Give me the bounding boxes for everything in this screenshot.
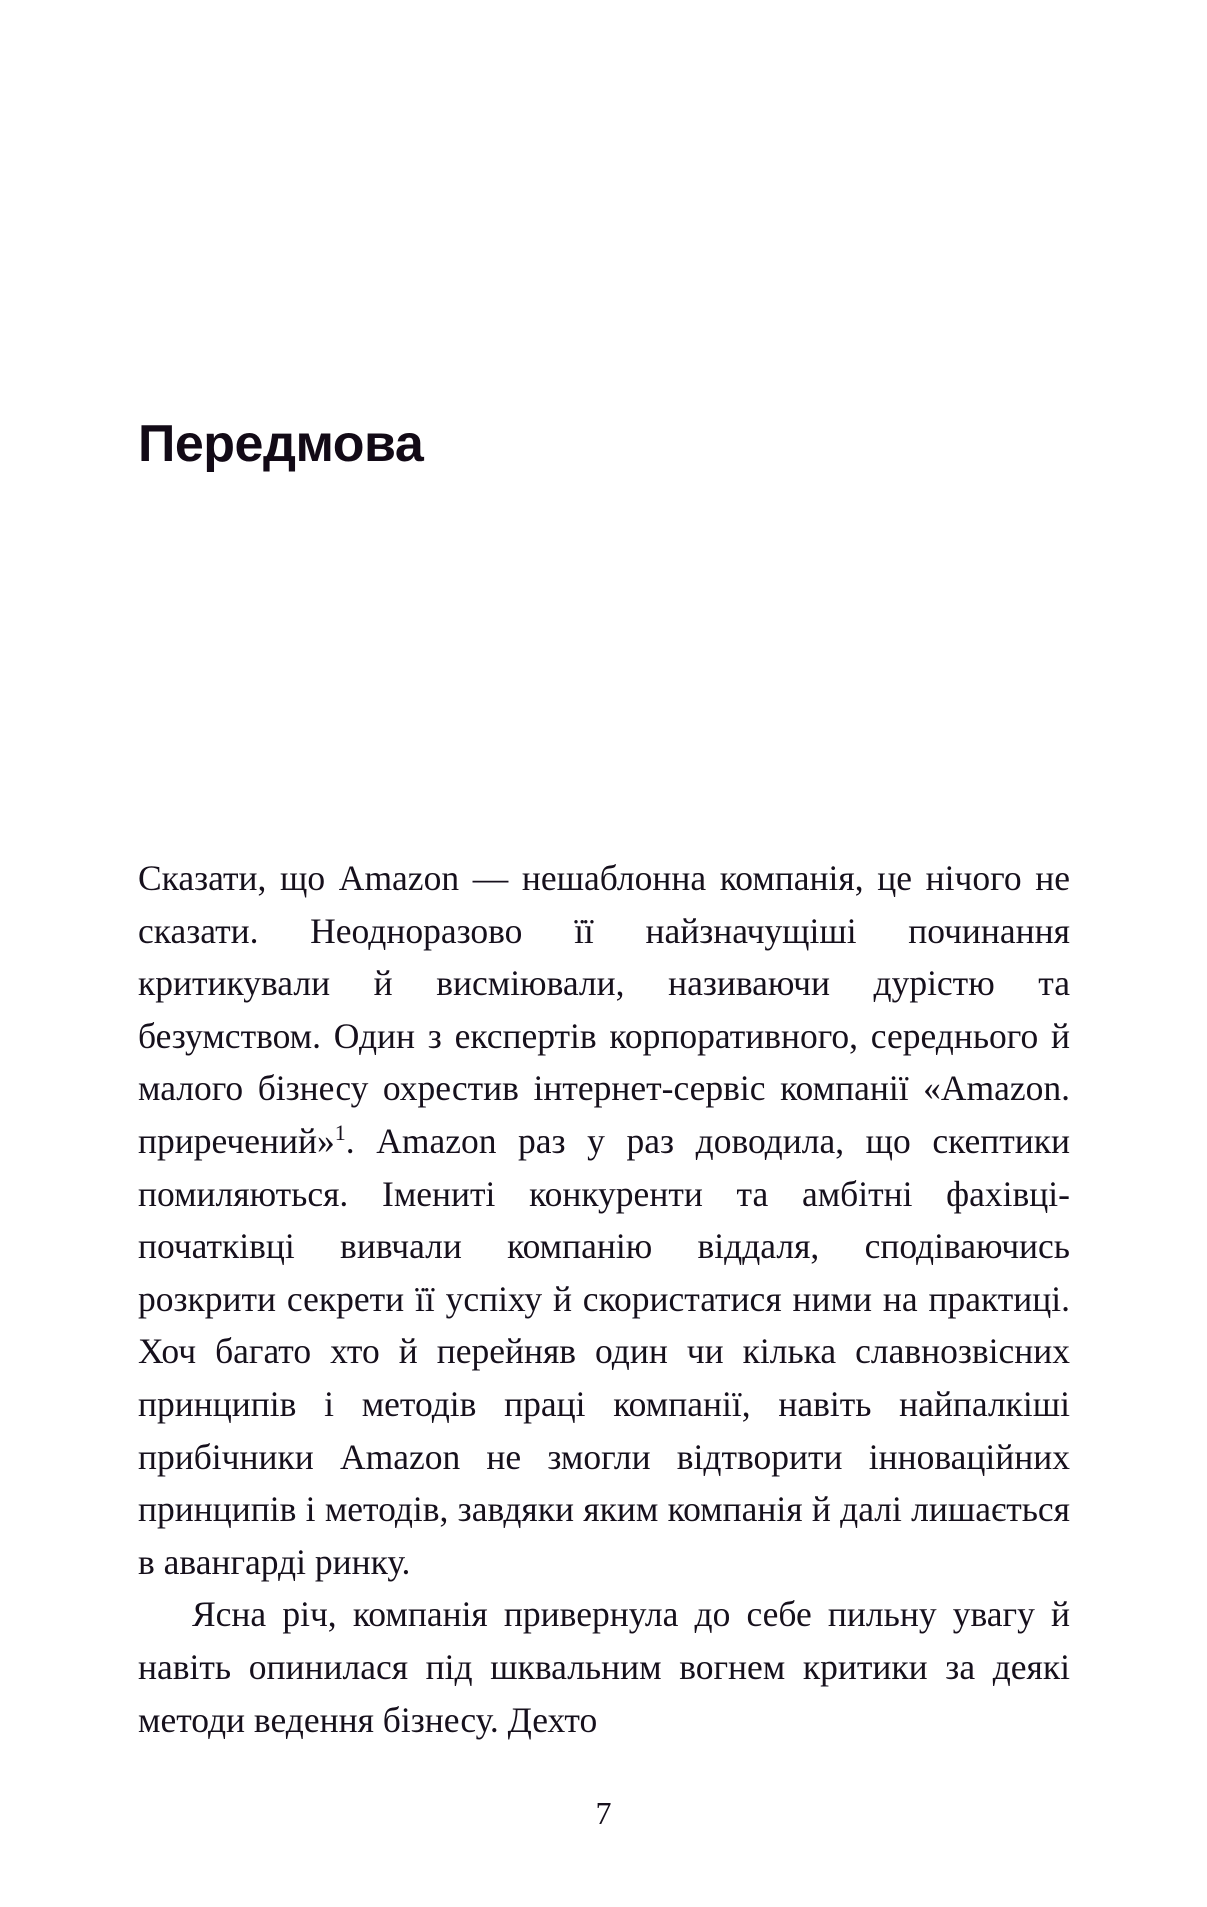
page-number: 7 bbox=[595, 1795, 612, 1831]
paragraph-2: Ясна річ, компанія привернула до себе пильну увагу й навіть опинилася під шквальним вогнем критики за деякі методи ведення бізнесу. Дехто bbox=[138, 1594, 1070, 1740]
paragraph-1-text-after-footnote: . Amazon раз у раз доводила, що скептики помиляються. Імениті конкуренти та амбітні фахівці-початківці вивчали компанію віддаля, сподіваючись розкрити секрети її успіху й скористатися ними на практиці. Хоч багато хто й перейняв один чи кілька славнозвісних принципів і методів праці компанії, навіть найпалкіші прибічники Amazon не змогли відтворити інноваційних принципів і методів, завдяки яким компанія й далі лишається в авангарді ринку. bbox=[138, 1120, 1070, 1582]
paragraph-1 bbox=[138, 852, 1070, 1588]
footnote-reference-marker[interactable]: 1 bbox=[334, 1120, 346, 1146]
paragraph-1-text-before-footnote: Сказати, що Amazon — нешаблонна компанія, це нічого не сказати. Неодноразово її найзначущіші починання критикували й висміювали, називаючи дурістю та безумством. Один з експертів корпоративного, середнього й малого бізнесу охрестив інтернет-сервіс компанії «Amazon. приречений» bbox=[138, 858, 1070, 1161]
body-text-block bbox=[138, 852, 1070, 1746]
chapter-title: Передмова bbox=[138, 414, 424, 473]
